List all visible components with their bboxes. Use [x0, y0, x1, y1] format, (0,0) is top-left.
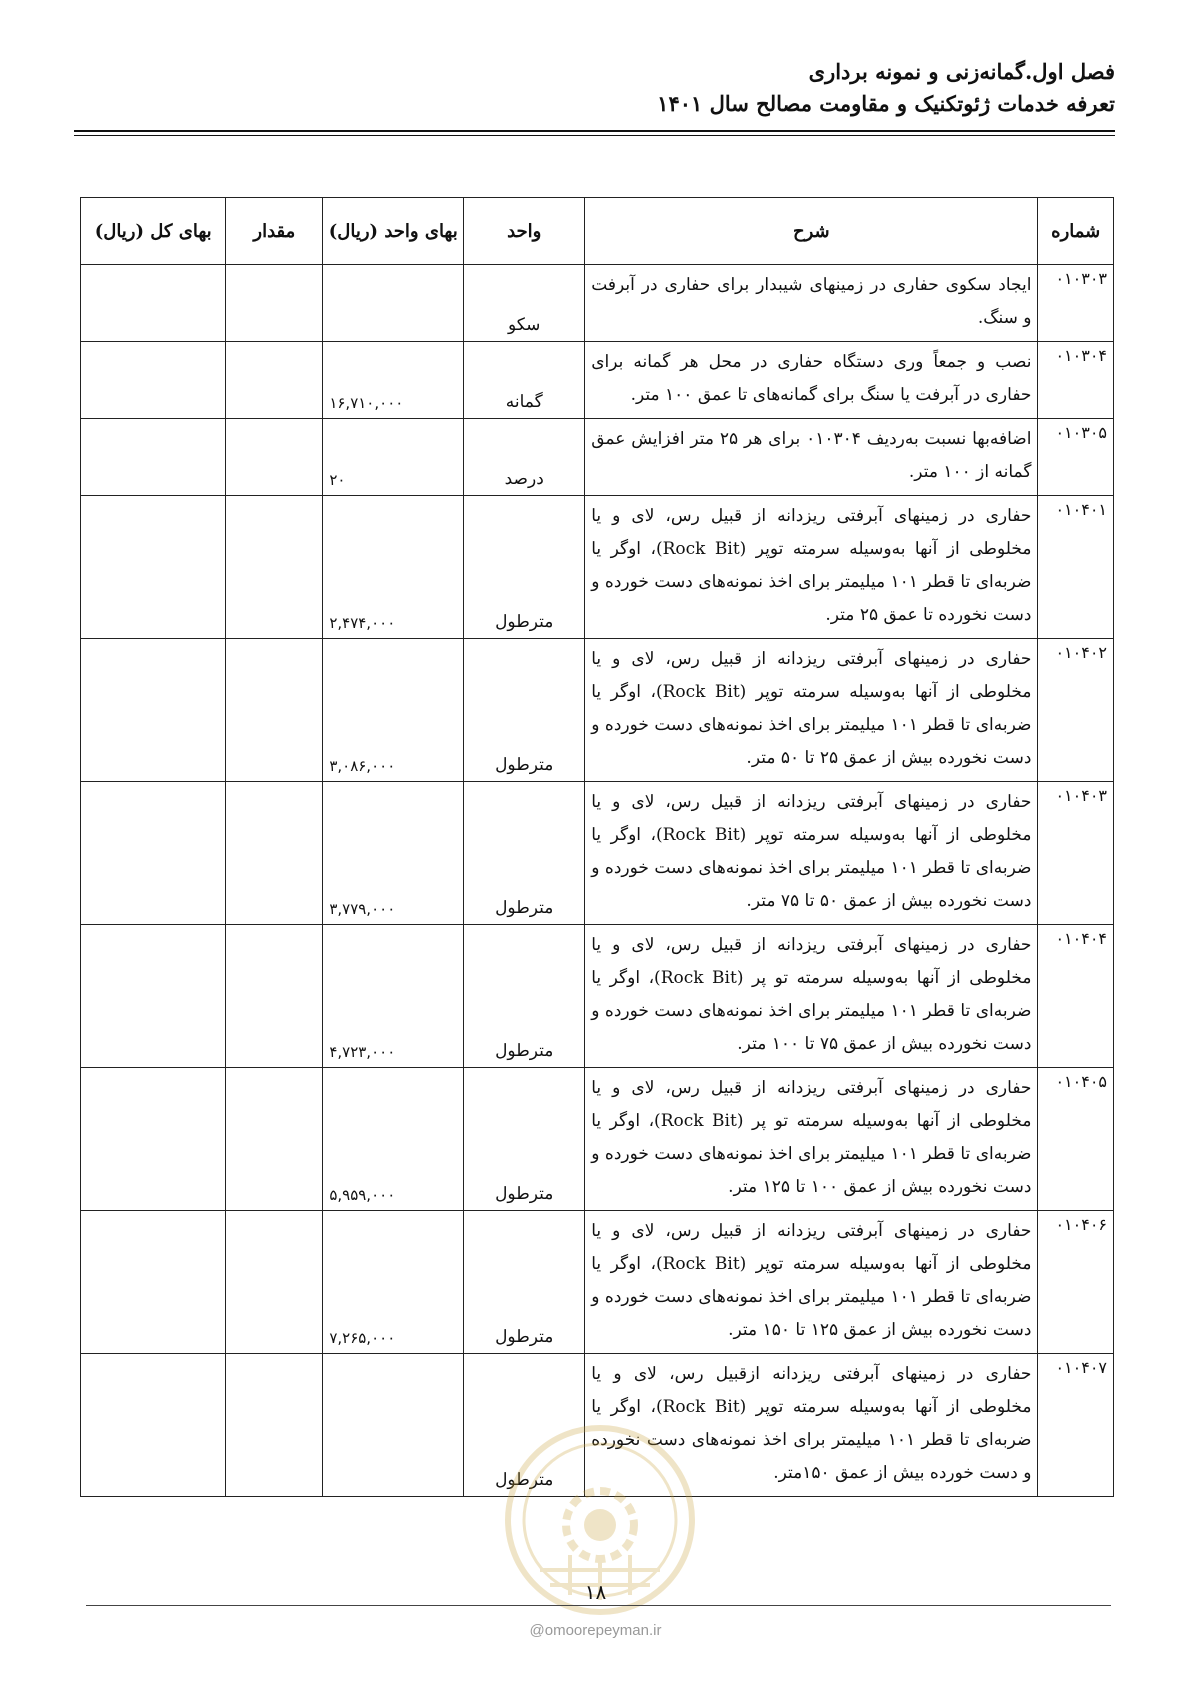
page-header: [75, 56, 1115, 120]
item-unit: مترطول: [464, 1211, 585, 1354]
table-row: [81, 342, 1114, 419]
item-total-price: [81, 639, 226, 782]
item-total-price: [81, 1068, 226, 1211]
item-quantity: [226, 782, 323, 925]
item-code: ۰۱۰۴۰۲: [1038, 639, 1114, 782]
item-total-price: [81, 265, 226, 342]
chapter-title: فصل اول.گمانه‌زنی و نمونه برداری: [808, 59, 1115, 84]
header-rule-thin: [74, 135, 1115, 136]
item-total-price: [81, 1354, 226, 1497]
item-description: حفاری در زمینهای آبرفتی ریزدانه ازقبیل رس، لای و یا مخلوطی از آنها به‌وسیله سرمته توپر (Rock Bit)، اوگر یا ضربه‌ای تا قطر ۱۰۱ میلیمتر برای اخذ نمونه‌های دست نخورده و دست خورده بیش از عمق ۱۵۰متر.: [585, 1354, 1038, 1497]
item-total-price: [81, 925, 226, 1068]
table-row: [81, 925, 1114, 1068]
table-row: [81, 639, 1114, 782]
item-unit-price: [323, 265, 464, 342]
table-row: [81, 782, 1114, 925]
table-row: [81, 1354, 1114, 1497]
item-unit-price: ۱۶,۷۱۰,۰۰۰: [323, 342, 464, 419]
item-unit-price: [323, 1354, 464, 1497]
document-title: تعرفه خدمات ژئوتکنیک و مقاومت مصالح سال ۱۴۰۱: [657, 91, 1115, 116]
item-unit-price: ۲,۴۷۴,۰۰۰: [323, 496, 464, 639]
header-rule-thick: [74, 130, 1115, 132]
item-total-price: [81, 419, 226, 496]
table-header-row: [81, 198, 1114, 265]
item-code: ۰۱۰۴۰۱: [1038, 496, 1114, 639]
item-code: ۰۱۰۳۰۳: [1038, 265, 1114, 342]
item-unit: مترطول: [464, 496, 585, 639]
item-quantity: [226, 342, 323, 419]
footer-rule: [86, 1605, 1111, 1606]
item-unit: مترطول: [464, 639, 585, 782]
item-quantity: [226, 925, 323, 1068]
item-unit-price: ۷,۲۶۵,۰۰۰: [323, 1211, 464, 1354]
item-total-price: [81, 1211, 226, 1354]
item-description: اضافه‌بها نسبت به‌ردیف ۰۱۰۳۰۴ برای هر ۲۵ متر افزایش عمق گمانه از ۱۰۰ متر.: [585, 419, 1038, 496]
item-description: حفاری در زمینهای آبرفتی ریزدانه از قبیل رس، لای و یا مخلوطی از آنها به‌وسیله سرمته تو پر (Rock Bit)، اوگر یا ضربه‌ای تا قطر ۱۰۱ میلیمتر برای اخذ نمونه‌های دست خورده و دست نخورده بیش از عمق ۷۵ تا ۱۰۰ متر.: [585, 925, 1038, 1068]
item-unit: درصد: [464, 419, 585, 496]
item-description: نصب و جمعاً وری دستگاه حفاری در محل هر گمانه برای حفاری در آبرفت یا سنگ برای گمانه‌های تا عمق ۱۰۰ متر.: [585, 342, 1038, 419]
column-header-description: شرح: [585, 198, 1038, 265]
page-number: ۱۸: [584, 1580, 607, 1604]
item-code: ۰۱۰۳۰۵: [1038, 419, 1114, 496]
item-description: ایجاد سکوی حفاری در زمینهای شیبدار برای حفاری در آبرفت و سنگ.: [585, 265, 1038, 342]
column-header-unit-price: بهای واحد (ریال): [323, 198, 464, 265]
site-watermark: @omoorepeyman.ir: [529, 1622, 662, 1639]
item-unit: مترطول: [464, 1354, 585, 1497]
item-code: ۰۱۰۴۰۴: [1038, 925, 1114, 1068]
item-quantity: [226, 496, 323, 639]
item-quantity: [226, 1354, 323, 1497]
column-header-unit: واحد: [464, 198, 585, 265]
item-unit: مترطول: [464, 1068, 585, 1211]
item-code: ۰۱۰۴۰۷: [1038, 1354, 1114, 1497]
item-total-price: [81, 782, 226, 925]
item-unit: مترطول: [464, 782, 585, 925]
table-row: [81, 1211, 1114, 1354]
item-unit-price: ۵,۹۵۹,۰۰۰: [323, 1068, 464, 1211]
item-unit-price: ۳,۰۸۶,۰۰۰: [323, 639, 464, 782]
item-quantity: [226, 1068, 323, 1211]
item-unit: سکو: [464, 265, 585, 342]
column-header-total-price: بهای کل (ریال): [81, 198, 226, 265]
item-quantity: [226, 1211, 323, 1354]
item-code: ۰۱۰۳۰۴: [1038, 342, 1114, 419]
item-total-price: [81, 342, 226, 419]
table-row: [81, 496, 1114, 639]
item-unit-price: ۴,۷۲۳,۰۰۰: [323, 925, 464, 1068]
item-total-price: [81, 496, 226, 639]
item-quantity: [226, 419, 323, 496]
tariff-table: [80, 197, 1114, 1497]
item-description: حفاری در زمینهای آبرفتی ریزدانه از قبیل رس، لای و یا مخلوطی از آنها به‌وسیله سرمته توپر (Rock Bit)، اوگر یا ضربه‌ای تا قطر ۱۰۱ میلیمتر برای اخذ نمونه‌های دست خورده و دست نخورده بیش از عمق ۵۰ تا ۷۵ متر.: [585, 782, 1038, 925]
item-unit-price: ۳,۷۷۹,۰۰۰: [323, 782, 464, 925]
item-unit: گمانه: [464, 342, 585, 419]
item-unit-price: ۲۰: [323, 419, 464, 496]
table-row: [81, 1068, 1114, 1211]
item-description: حفاری در زمینهای آبرفتی ریزدانه از قبیل رس، لای و یا مخلوطی از آنها به‌وسیله سرمته توپر (Rock Bit)، اوگر یا ضربه‌ای تا قطر ۱۰۱ میلیمتر برای اخذ نمونه‌های دست خورده و دست نخورده بیش از عمق ۱۲۵ تا ۱۵۰ متر.: [585, 1211, 1038, 1354]
item-quantity: [226, 265, 323, 342]
item-code: ۰۱۰۴۰۳: [1038, 782, 1114, 925]
item-description: حفاری در زمینهای آبرفتی ریزدانه از قبیل رس، لای و یا مخلوطی از آنها به‌وسیله سرمته توپر (Rock Bit)، اوگر یا ضربه‌ای تا قطر ۱۰۱ میلیمتر برای اخذ نمونه‌های دست خورده و دست نخورده تا عمق ۲۵ متر.: [585, 496, 1038, 639]
table-row: [81, 265, 1114, 342]
item-quantity: [226, 639, 323, 782]
item-description: حفاری در زمینهای آبرفتی ریزدانه از قبیل رس، لای و یا مخلوطی از آنها به‌وسیله سرمته توپر (Rock Bit)، اوگر یا ضربه‌ای تا قطر ۱۰۱ میلیمتر برای اخذ نمونه‌های دست خورده و دست نخورده بیش از عمق ۲۵ تا ۵۰ متر.: [585, 639, 1038, 782]
item-description: حفاری در زمینهای آبرفتی ریزدانه از قبیل رس، لای و یا مخلوطی از آنها به‌وسیله سرمته تو پر (Rock Bit)، اوگر یا ضربه‌ای تا قطر ۱۰۱ میلیمتر برای اخذ نمونه‌های دست خورده و دست نخورده بیش از عمق ۱۰۰ تا ۱۲۵ متر.: [585, 1068, 1038, 1211]
column-header-code: شماره: [1038, 198, 1114, 265]
column-header-quantity: مقدار: [226, 198, 323, 265]
table-row: [81, 419, 1114, 496]
item-code: ۰۱۰۴۰۶: [1038, 1211, 1114, 1354]
item-code: ۰۱۰۴۰۵: [1038, 1068, 1114, 1211]
item-unit: مترطول: [464, 925, 585, 1068]
